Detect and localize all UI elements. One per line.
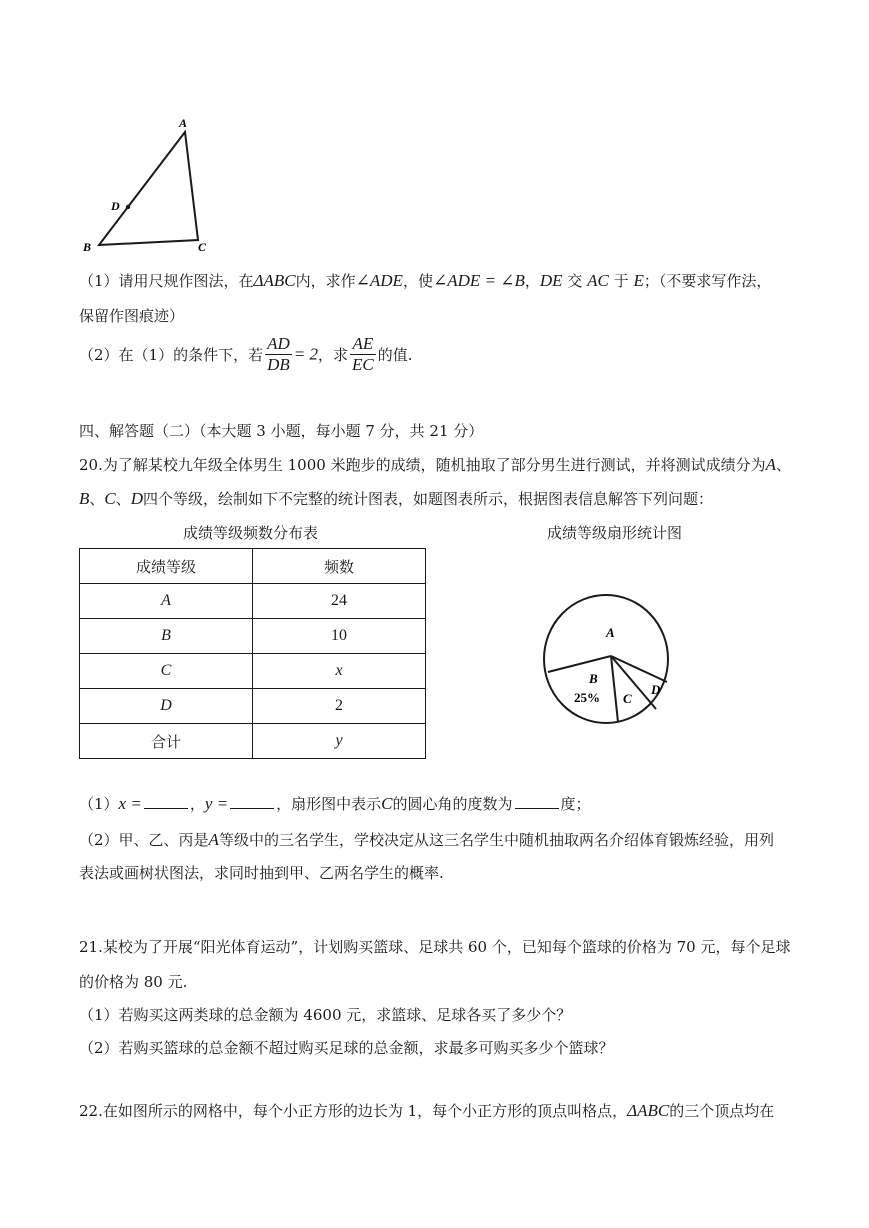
table-row bbox=[80, 689, 426, 724]
text: 22.在如图所示的网格中，每个小正方形的边长为 1，每个小正方形的顶点叫格点， bbox=[79, 1102, 628, 1120]
table-cell: 24 bbox=[253, 584, 426, 619]
pie-sector-line bbox=[611, 656, 618, 722]
text: ，求 bbox=[318, 346, 349, 364]
fraction-numerator: AD bbox=[267, 334, 290, 353]
section-heading: 四、解答题（二）（本大题 3 小题，每小题 7 分，共 21 分） bbox=[79, 422, 484, 440]
table-cell: A bbox=[80, 584, 253, 619]
text: 的圆心角的度数为 bbox=[392, 795, 513, 813]
table-cell: 2 bbox=[253, 689, 426, 724]
math-angle: ∠ADE bbox=[355, 271, 403, 290]
table-header-row bbox=[80, 549, 426, 584]
math-letter: B bbox=[79, 489, 90, 508]
vertex-label-a: A bbox=[179, 116, 188, 130]
math-point: E bbox=[633, 271, 644, 290]
math-letter: C bbox=[104, 489, 116, 508]
pie-chart bbox=[538, 555, 678, 731]
q19-part2 bbox=[79, 334, 413, 375]
fraction-denominator: EC bbox=[352, 355, 374, 374]
pie-sector-line bbox=[548, 656, 611, 672]
math-triangle: ΔABC bbox=[627, 1101, 670, 1120]
table-header-cell: 频数 bbox=[253, 549, 426, 584]
text: 、 bbox=[115, 490, 131, 508]
math-variable: x = bbox=[118, 794, 142, 813]
vertex-label-d: D bbox=[111, 199, 120, 213]
q22-intro bbox=[79, 1100, 774, 1121]
answer-blank bbox=[144, 808, 188, 809]
pie-outline bbox=[544, 595, 668, 723]
math-equation: ∠ADE = ∠B bbox=[432, 271, 525, 290]
table-row bbox=[80, 654, 426, 689]
text: ， bbox=[189, 795, 205, 813]
text: 交 bbox=[567, 272, 583, 290]
table-cell: 10 bbox=[253, 619, 426, 654]
math-variable: y = bbox=[204, 794, 229, 813]
q20-part2-line2: 表法或画树状图法，求同时抽到甲、乙两名学生的概率. bbox=[79, 864, 444, 882]
math-segment: DE bbox=[539, 271, 563, 290]
q20-intro-line1 bbox=[79, 454, 791, 475]
text: 度； bbox=[560, 795, 591, 813]
q21-part2: （2）若购买篮球的总金额不超过购买足球的总金额，求最多可购买多少个篮球？ bbox=[79, 1039, 614, 1057]
math-letter: C bbox=[381, 794, 393, 813]
table-header-cell: 成绩等级 bbox=[80, 549, 253, 584]
text: 的三个顶点均在 bbox=[669, 1102, 775, 1120]
math-segment: AC bbox=[587, 271, 609, 290]
q20-part1 bbox=[79, 793, 591, 814]
text: 于 bbox=[613, 272, 629, 290]
fraction-denominator: DB bbox=[267, 355, 290, 374]
math-letter: A bbox=[208, 830, 219, 849]
text: 20.为了解某校九年级全体男生 1000 米跑步的成绩，随机抽取了部分男生进行测试，并将测试成绩分为 bbox=[79, 456, 766, 474]
pie-sector-line bbox=[611, 656, 667, 682]
answer-blank bbox=[515, 808, 559, 809]
pie-label-c: C bbox=[623, 691, 632, 706]
text: 、 bbox=[89, 490, 105, 508]
q20-intro-line2 bbox=[79, 488, 713, 509]
pie-label-a: A bbox=[606, 625, 615, 640]
pie-label-b: B bbox=[589, 671, 598, 686]
q21-intro-line2: 的价格为 80 元. bbox=[79, 973, 188, 991]
pie-label-b-percent: 25% bbox=[574, 690, 600, 705]
text: 、 bbox=[775, 456, 791, 474]
q19-part1-line2: 保留作图痕迹） bbox=[79, 307, 185, 325]
text: （1） bbox=[79, 795, 119, 813]
table-row bbox=[80, 584, 426, 619]
fraction-ae-ec bbox=[350, 334, 376, 375]
vertex-label-c: C bbox=[198, 240, 207, 254]
table-cell: B bbox=[80, 619, 253, 654]
math-letter: D bbox=[130, 489, 144, 508]
q20-part2-line1 bbox=[79, 829, 774, 850]
fraction-numerator: AE bbox=[350, 334, 376, 355]
pie-sector-line bbox=[611, 656, 656, 709]
math-triangle: ΔABC bbox=[253, 271, 296, 290]
triangle-abc bbox=[99, 132, 198, 245]
text: ，扇形图中表示 bbox=[276, 795, 382, 813]
vertex-label-b: B bbox=[83, 240, 92, 254]
triangle-figure bbox=[76, 112, 216, 254]
point-d bbox=[126, 205, 130, 209]
text: ，使 bbox=[402, 272, 433, 290]
table-row bbox=[80, 619, 426, 654]
frequency-table bbox=[79, 548, 426, 759]
pie-label-d: D bbox=[651, 682, 661, 697]
text: 四个等级，绘制如下不完整的统计图表，如题图表所示，根据图表信息解答下列问题： bbox=[143, 490, 714, 508]
table-cell: D bbox=[80, 689, 253, 724]
text: 的值. bbox=[377, 346, 413, 364]
text: （2）在（1）的条件下，若 bbox=[79, 346, 264, 364]
text: 内，求作 bbox=[295, 272, 356, 290]
q19-part1-line1 bbox=[79, 270, 771, 291]
q21-intro-line1: 21.某校为了开展“阳光体育运动”，计划购买篮球、足球共 60 个，已知每个篮球的价格为 70 元，每个足球 bbox=[79, 938, 791, 956]
text: ；（不要求写作法， bbox=[643, 272, 772, 290]
table-row bbox=[80, 724, 426, 759]
table-cell: x bbox=[253, 654, 426, 689]
table-cell: 合计 bbox=[80, 724, 253, 759]
text: 等级中的三名学生，学校决定从这三名学生中随机抽取两名介绍体育锻炼经验，用列 bbox=[218, 831, 774, 849]
table-title: 成绩等级频数分布表 bbox=[183, 524, 319, 542]
fraction-ad-db bbox=[265, 334, 292, 375]
text: ， bbox=[524, 272, 540, 290]
table-cell: C bbox=[80, 654, 253, 689]
text: （1）请用尺规作图法，在 bbox=[79, 272, 254, 290]
math-equation: = 2 bbox=[293, 344, 318, 364]
math-letter: A bbox=[765, 455, 776, 474]
pie-title: 成绩等级扇形统计图 bbox=[547, 524, 683, 542]
table-cell: y bbox=[253, 724, 426, 759]
q21-part1: （1）若购买这两类球的总金额为 4600 元，求篮球、足球各买了多少个？ bbox=[79, 1006, 572, 1024]
text: （2）甲、乙、丙是 bbox=[79, 831, 209, 849]
answer-blank bbox=[230, 808, 274, 809]
